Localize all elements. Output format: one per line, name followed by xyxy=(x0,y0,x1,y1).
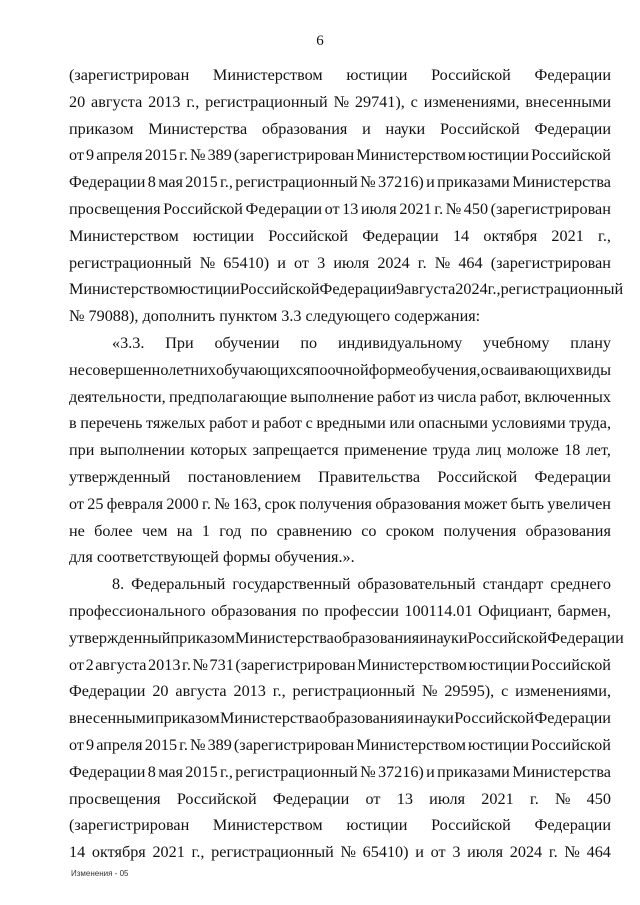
text-line: в перечень тяжелых работ и работ с вредными или опасными условиями труда, xyxy=(69,414,611,433)
text-line: регистрационный № 65410) и от 3 июля 2024 г. № 464 (зарегистрирован xyxy=(69,253,611,272)
text-line: Министерством юстиции Российской Федерации 9 августа 2024 г., регистрационный xyxy=(69,280,624,299)
document-body xyxy=(69,62,624,866)
page-number: 6 xyxy=(316,33,324,49)
text-line: № 79088), дополнить пунктом 3.3 следующего содержания: xyxy=(69,307,481,326)
text-line: просвещения Российской Федерации от 13 июля 2021 г. № 450 (зарегистрирован xyxy=(69,199,611,218)
text-line: не более чем на 1 год по сравнению со сроком получения образования xyxy=(69,521,611,540)
text-line: Федерации 8 мая 2015 г., регистрационный № 37216) и приказами Министерства xyxy=(69,173,611,192)
text-line: от 2 августа 2013 г. № 731 (зарегистрирован Министерством юстиции Российской xyxy=(69,655,611,674)
text-line: для соответствующей формы обучения.». xyxy=(69,548,355,567)
text-line: профессионального образования по профессии 100114.01 Официант, бармен, xyxy=(69,601,611,620)
text-line: внесенными приказом Министерства образования и науки Российской Федерации xyxy=(69,709,611,728)
text-line: (зарегистрирован Министерством юстиции Российской Федерации xyxy=(69,66,611,84)
text-line: Министерством юстиции Российской Федерации 14 октября 2021 г., xyxy=(69,226,611,245)
text-line: от 9 апреля 2015 г. № 389 (зарегистрирован Министерством юстиции Российской xyxy=(69,146,611,165)
text-line: от 9 апреля 2015 г. № 389 (зарегистрирован Министерством юстиции Российской xyxy=(69,735,611,754)
text-line: утвержденный постановлением Правительства Российской Федерации xyxy=(69,467,611,486)
text-line: «3.3. При обучении по индивидуальному учебному плану xyxy=(112,333,611,352)
text-line: 20 августа 2013 г., регистрационный № 29741), с изменениями, внесенными xyxy=(69,92,611,111)
text-line: несовершеннолетних обучающихся по очной форме обучения, осваивающих виды xyxy=(69,360,611,379)
footer-note: Изменения - 05 xyxy=(71,869,129,878)
text-line: Федерации 20 августа 2013 г., регистрационный № 29595), с изменениями, xyxy=(69,682,611,701)
text-line: приказом Министерства образования и науки Российской Федерации xyxy=(69,119,611,138)
text-line: просвещения Российской Федерации от 13 июля 2021 г. № 450 xyxy=(69,789,611,808)
text-line: деятельности, предполагающие выполнение работ из числа работ, включенных xyxy=(69,387,611,406)
text-line: Федерации 8 мая 2015 г., регистрационный № 37216) и приказами Министерства xyxy=(69,762,611,781)
text-line: 8. Федеральный государственный образовательный стандарт среднего xyxy=(112,575,611,594)
text-line: утвержденный приказом Министерства образования и науки Российской Федерации xyxy=(69,628,624,647)
text-line: 14 октября 2021 г., регистрационный № 65410) и от 3 июля 2024 г. № 464 xyxy=(69,843,611,862)
text-line: от 25 февраля 2000 г. № 163, срок получения образования может быть увеличен xyxy=(69,494,611,513)
text-line: при выполнении которых запрещается применение труда лиц моложе 18 лет, xyxy=(69,441,611,460)
text-line: (зарегистрирован Министерством юстиции Российской Федерации xyxy=(69,816,611,835)
